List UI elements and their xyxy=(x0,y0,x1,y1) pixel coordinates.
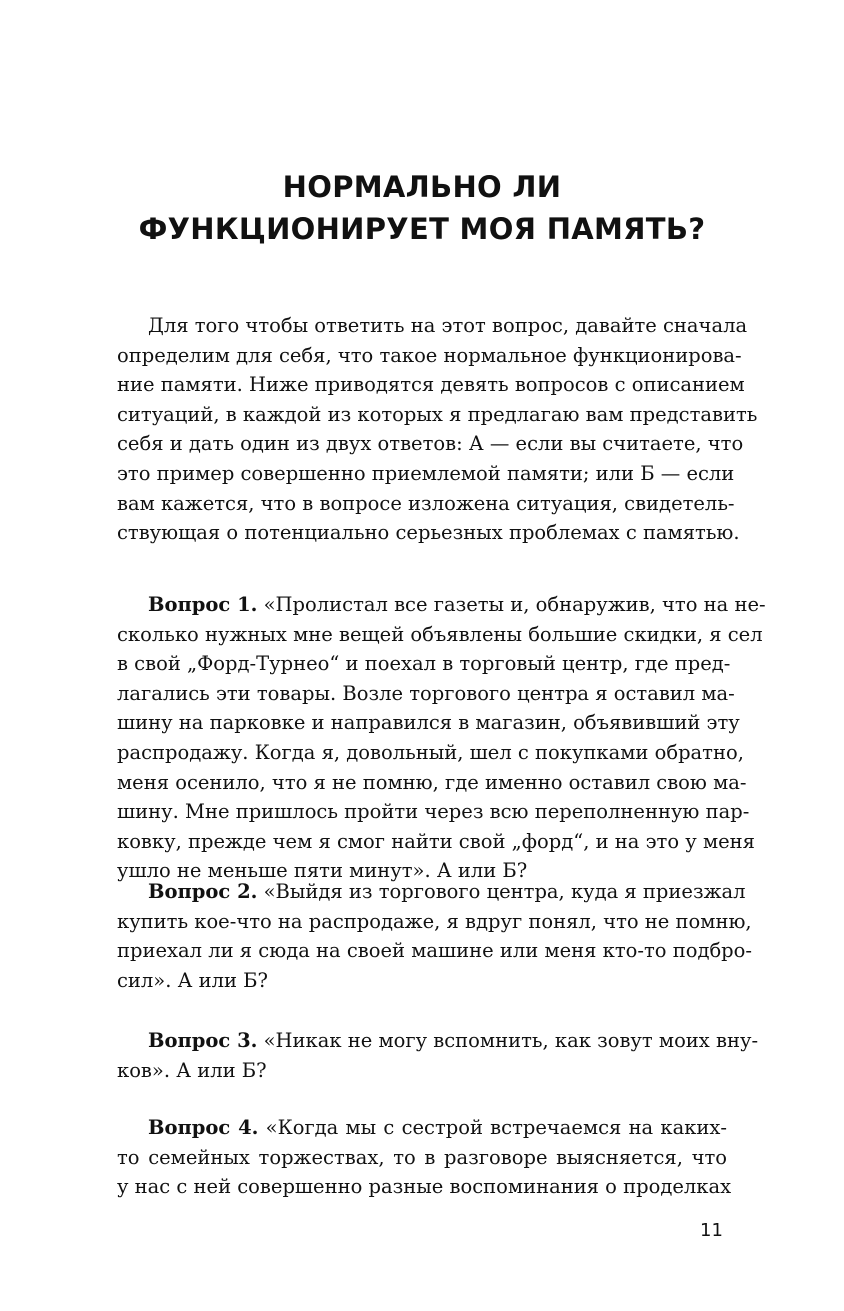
question-label: Вопрос 4. xyxy=(148,1116,259,1139)
line-text: «Никак не могу вспомнить, как зовут моих вну- xyxy=(257,1029,759,1052)
text-line xyxy=(117,1113,727,1143)
line-text: меня осенило, что я не помню, где именно оставил свою ма- xyxy=(117,770,747,794)
question-1-paragraph xyxy=(117,590,766,886)
line-text: Для того чтобы ответить на этот вопрос, давайте сначала xyxy=(148,314,748,337)
text-line xyxy=(117,489,735,519)
chapter-title-line-2: ФУНКЦИОНИРУЕТ МОЯ ПАМЯТЬ? xyxy=(138,212,706,246)
line-text: вам кажется, что в вопросе изложена ситуация, свидетель- xyxy=(117,491,735,515)
line-text: шину на парковке и направился в магазин, объявивший эту xyxy=(117,711,740,735)
question-4-paragraph xyxy=(117,1113,732,1202)
text-line xyxy=(117,459,735,489)
line-text: купить кое-что на распродаже, я вдруг понял, что не помню, xyxy=(117,909,752,933)
question-label: Вопрос 1. xyxy=(148,593,258,616)
text-line xyxy=(117,341,742,371)
line-text: «Выйдя из торгового центра, куда я приезжал xyxy=(257,880,746,903)
text-line xyxy=(117,738,744,768)
line-text: шину. Мне пришлось пройти через всю переполненную пар- xyxy=(117,800,750,824)
text-line xyxy=(117,590,766,620)
question-3-paragraph xyxy=(117,1026,759,1085)
text-line xyxy=(117,679,735,709)
line-text: у нас с ней совершенно разные воспоминания о проделках xyxy=(117,1175,732,1199)
line-text: «Когда мы с сестрой встречаемся на каких- xyxy=(258,1116,727,1139)
question-2-paragraph xyxy=(117,877,752,995)
line-text: ситуаций, в каждой из которых я предлагаю вам представить xyxy=(117,402,758,426)
question-label: Вопрос 2. xyxy=(148,880,258,903)
text-line xyxy=(117,827,755,857)
text-line xyxy=(117,1172,732,1202)
text-line xyxy=(117,768,747,798)
text-line xyxy=(117,400,758,430)
text-line xyxy=(117,1143,727,1173)
text-line xyxy=(117,311,748,341)
line-text: это пример совершенно приемлемой памяти; или Б — если xyxy=(117,461,735,485)
page-number: 11 xyxy=(700,1220,723,1241)
text-line xyxy=(117,708,740,738)
line-text: ковку, прежде чем я смог найти свой „форд“, и на это у меня xyxy=(117,829,755,853)
text-line xyxy=(117,936,752,966)
line-text: себя и дать один из двух ответов: А — если вы считаете, что xyxy=(117,432,744,456)
line-text: то семейных торжествах, то в разговоре выясняется, что xyxy=(117,1145,727,1169)
text-line xyxy=(117,518,740,548)
line-text: ствующая о потенциально серьезных проблемах с памятью. xyxy=(117,521,740,545)
line-text: сколько нужных мне вещей объявлены большие скидки, я сел xyxy=(117,622,763,646)
line-text: лагались эти товары. Возле торгового центра я оставил ма- xyxy=(117,681,735,705)
text-line xyxy=(117,649,731,679)
line-text: определим для себя, что такое нормальное функционирова- xyxy=(117,343,742,367)
line-text: сил». А или Б? xyxy=(117,968,268,992)
line-text: ние памяти. Ниже приводятся девять вопросов с описанием xyxy=(117,373,745,397)
text-line xyxy=(117,1026,759,1056)
text-line xyxy=(117,907,752,937)
intro-paragraph xyxy=(117,311,758,548)
line-text: в свой „Форд-Турнео“ и поехал в торговый центр, где пред- xyxy=(117,652,731,676)
question-label: Вопрос 3. xyxy=(148,1029,258,1052)
line-text: ков». А или Б? xyxy=(117,1058,267,1082)
text-line xyxy=(117,877,746,907)
text-line xyxy=(117,966,727,996)
text-line xyxy=(117,1056,727,1086)
text-line xyxy=(117,370,745,400)
text-line xyxy=(117,797,750,827)
chapter-title-line-1: НОРМАЛЬНО ЛИ xyxy=(282,170,562,204)
line-text: «Пролистал все газеты и, обнаружив, что на не- xyxy=(257,593,766,616)
text-line xyxy=(117,620,763,650)
line-text: ушло не меньше пяти минут». А или Б? xyxy=(117,859,528,883)
line-text: приехал ли я сюда на своей машине или меня кто-то подбро- xyxy=(117,939,752,963)
text-line xyxy=(117,429,744,459)
line-text: распродажу. Когда я, довольный, шел с покупками обратно, xyxy=(117,740,744,764)
